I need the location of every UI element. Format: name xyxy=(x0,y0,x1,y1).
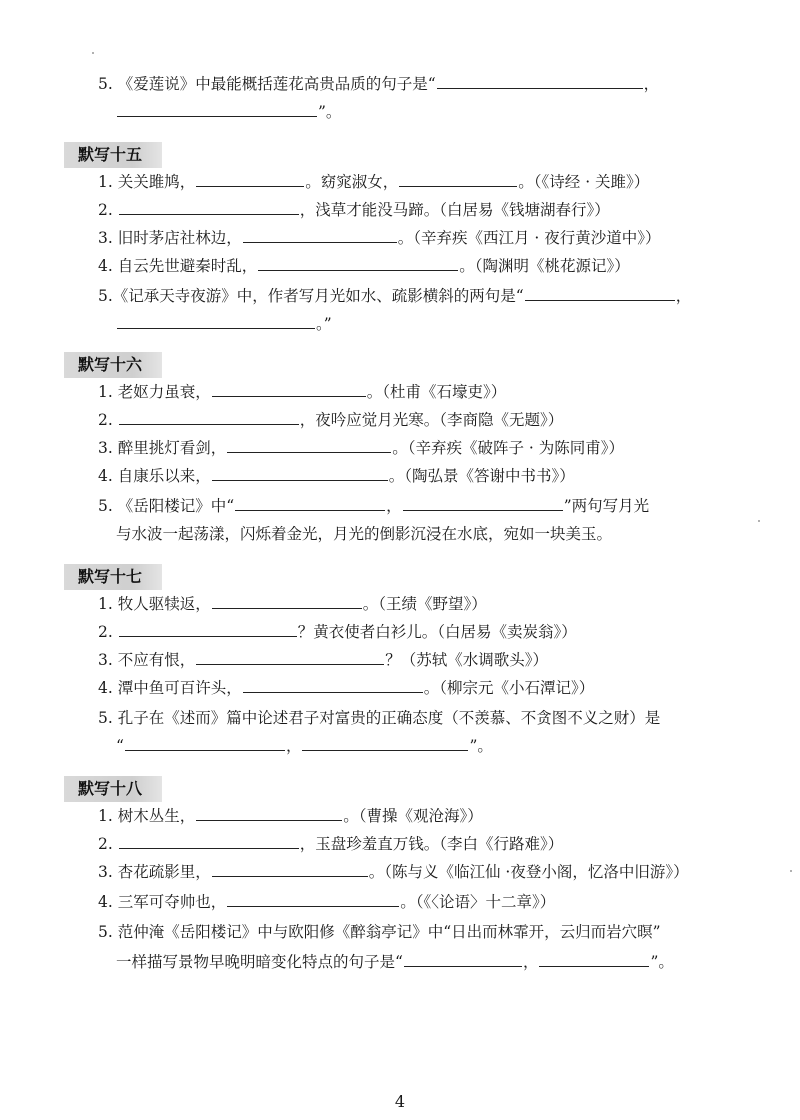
answer-blank[interactable] xyxy=(243,226,397,243)
question-text: 。（陶弘景《答谢中书书》） xyxy=(388,467,575,485)
answer-blank[interactable] xyxy=(196,648,384,665)
answer-blank[interactable] xyxy=(235,494,385,511)
question-line xyxy=(98,380,506,404)
question-number: 3. xyxy=(98,863,113,881)
question-text: 自云先世避秦时乱， xyxy=(117,257,258,275)
question-text: ，浅草才能没马蹄。（白居易《钱塘湖春行》） xyxy=(299,201,610,219)
answer-blank[interactable] xyxy=(119,408,299,425)
question-number: 1. xyxy=(98,807,113,825)
question-number: 2. xyxy=(98,835,113,853)
question-line xyxy=(116,100,341,124)
question-line xyxy=(98,408,563,432)
answer-blank[interactable] xyxy=(117,100,317,117)
answer-blank[interactable] xyxy=(525,284,675,301)
question-text: ， xyxy=(643,75,660,93)
question-number: 5. xyxy=(98,75,113,93)
question-line xyxy=(98,198,610,222)
answer-blank[interactable] xyxy=(212,592,362,609)
answer-blank[interactable] xyxy=(119,620,297,637)
question-text: 杏花疏影里， xyxy=(117,863,211,881)
answer-blank[interactable] xyxy=(196,170,304,187)
question-text: 树木丛生， xyxy=(117,807,196,825)
question-text: 。（柳宗元《小石潭记》） xyxy=(423,679,595,697)
question-text: 。（陈与义《临江仙 ·夜登小阁，忆洛中旧游》） xyxy=(368,863,689,881)
question-text: ， xyxy=(386,497,402,515)
question-text: 不应有恨， xyxy=(117,651,196,669)
question-number: 1. xyxy=(98,173,113,191)
question-number: 1. xyxy=(98,383,113,401)
question-number: 4. xyxy=(98,467,113,485)
question-text: 孔子在《述而》篇中论述君子对富贵的正确态度（不羡慕、不贪图不义之财）是 xyxy=(117,709,661,727)
question-text: ？（苏轼《水调歌头》） xyxy=(385,651,549,669)
question-text: ，夜吟应觉月光寒。（李商隐《无题》） xyxy=(299,411,564,429)
question-line xyxy=(98,890,555,914)
section-header: 默写十五 xyxy=(64,142,162,168)
question-text: 三军可夺帅也， xyxy=(117,893,227,911)
answer-blank[interactable] xyxy=(117,312,315,329)
answer-blank[interactable] xyxy=(243,676,423,693)
answer-blank[interactable] xyxy=(437,72,643,89)
answer-blank[interactable] xyxy=(399,170,517,187)
answer-blank[interactable] xyxy=(258,254,458,271)
question-line xyxy=(98,436,624,460)
question-text: 潭中鱼可百许头， xyxy=(117,679,242,697)
question-line xyxy=(98,804,483,828)
question-text: 。（《诗经 · 关雎》） xyxy=(518,173,650,191)
question-line xyxy=(98,860,689,884)
question-text: 关关雎鸠， xyxy=(117,173,196,191)
question-text: ，玉盘珍羞直万钱。（李白《行路难》） xyxy=(299,835,564,853)
question-text: 。（陶渊明《桃花源记》） xyxy=(459,257,630,275)
question-line xyxy=(98,676,594,700)
answer-blank[interactable] xyxy=(119,832,299,849)
question-line xyxy=(98,464,575,488)
section-header: 默写十八 xyxy=(64,776,162,802)
question-text: ”。 xyxy=(650,953,674,971)
question-line xyxy=(98,72,659,96)
question-text: ， xyxy=(675,287,692,305)
question-text: 牧人驱犊返， xyxy=(117,595,211,613)
question-text: 范仲淹《岳阳楼记》中与欧阳修《醉翁亭记》中“日出而林霏开，云归而岩穴暝” xyxy=(117,923,661,941)
scan-speck xyxy=(92,52,94,54)
question-text: 老妪力虽衰， xyxy=(117,383,211,401)
question-line xyxy=(98,254,630,278)
question-number: 2. xyxy=(98,411,113,429)
question-number: 3. xyxy=(98,439,113,457)
question-text: ”两句写月光 xyxy=(563,497,650,515)
question-text: 。窈窕淑女， xyxy=(305,173,399,191)
question-number: 4. xyxy=(98,679,113,697)
answer-blank[interactable] xyxy=(403,494,563,511)
question-line xyxy=(98,706,660,730)
section-header: 默写十七 xyxy=(64,564,162,590)
question-number: 5. xyxy=(98,709,113,727)
question-line xyxy=(98,620,577,644)
answer-blank[interactable] xyxy=(212,464,388,481)
answer-blank[interactable] xyxy=(227,890,399,907)
question-text: 《记承天寺夜游》中，作者写月光如水、疏影横斜的两句是“ xyxy=(112,287,524,305)
question-number: 5. xyxy=(98,287,113,305)
question-line xyxy=(98,226,661,250)
answer-blank[interactable] xyxy=(196,804,342,821)
page-number: 4 xyxy=(394,1092,406,1111)
question-text: 自康乐以来， xyxy=(117,467,211,485)
question-number: 2. xyxy=(98,623,113,641)
answer-blank[interactable] xyxy=(539,950,649,967)
answer-blank[interactable] xyxy=(404,950,522,967)
question-text: 。（辛弃疾《西江月 · 夜行黄沙道中》） xyxy=(397,229,661,247)
question-line xyxy=(116,950,674,974)
question-text: ？黄衣使者白衫儿。（白居易《卖炭翁》） xyxy=(297,623,577,641)
scan-speck xyxy=(790,870,792,872)
question-text: ， xyxy=(522,953,539,971)
answer-blank[interactable] xyxy=(125,734,285,751)
question-number: 5. xyxy=(98,923,113,941)
scan-speck xyxy=(758,520,760,522)
question-text: 与水波一起荡漾，闪烁着金光，月光的倒影沉浸在水底，宛如一块美玉。 xyxy=(116,525,613,543)
question-line xyxy=(98,832,563,856)
question-line xyxy=(98,592,487,616)
question-number: 4. xyxy=(98,893,113,911)
question-number: 4. xyxy=(98,257,113,275)
question-text: 。” xyxy=(316,315,332,333)
question-text: 《岳阳楼记》中“ xyxy=(117,497,235,515)
question-text: 《爱莲说》中最能概括莲花高贵品质的句子是“ xyxy=(117,75,436,93)
question-line xyxy=(98,920,661,944)
question-number: 3. xyxy=(98,651,113,669)
question-number: 3. xyxy=(98,229,113,247)
section-header: 默写十六 xyxy=(64,352,162,378)
question-text: ， xyxy=(285,737,302,755)
question-text: ”。 xyxy=(318,103,342,121)
question-text: “ xyxy=(116,737,124,755)
question-line xyxy=(98,170,649,194)
question-line xyxy=(98,284,691,308)
question-number: 2. xyxy=(98,201,113,219)
question-text: 。（曹操《观沧海》） xyxy=(343,807,483,825)
question-number: 1. xyxy=(98,595,113,613)
answer-blank[interactable] xyxy=(302,734,468,751)
question-line xyxy=(98,648,548,672)
question-text: 。（辛弃疾《破阵子 · 为陈同甫》） xyxy=(392,439,625,457)
question-line xyxy=(116,522,612,546)
question-text: 。（《〈论语〉十二章》） xyxy=(400,893,556,911)
question-number: 5. xyxy=(98,497,113,515)
answer-blank[interactable] xyxy=(212,860,368,877)
question-text: ”。 xyxy=(469,737,493,755)
answer-blank[interactable] xyxy=(212,380,366,397)
question-text: 醉里挑灯看剑， xyxy=(117,439,227,457)
question-text: 。（王绩《野望》） xyxy=(362,595,487,613)
answer-blank[interactable] xyxy=(119,198,299,215)
question-text: 旧时茅店社林边， xyxy=(117,229,242,247)
answer-blank[interactable] xyxy=(227,436,391,453)
question-text: 一样描写景物早晚明暗变化特点的句子是“ xyxy=(116,953,403,971)
question-line xyxy=(116,734,493,758)
question-line xyxy=(98,494,649,518)
question-line xyxy=(116,312,332,336)
question-text: 。（杜甫《石壕吏》） xyxy=(366,383,507,401)
